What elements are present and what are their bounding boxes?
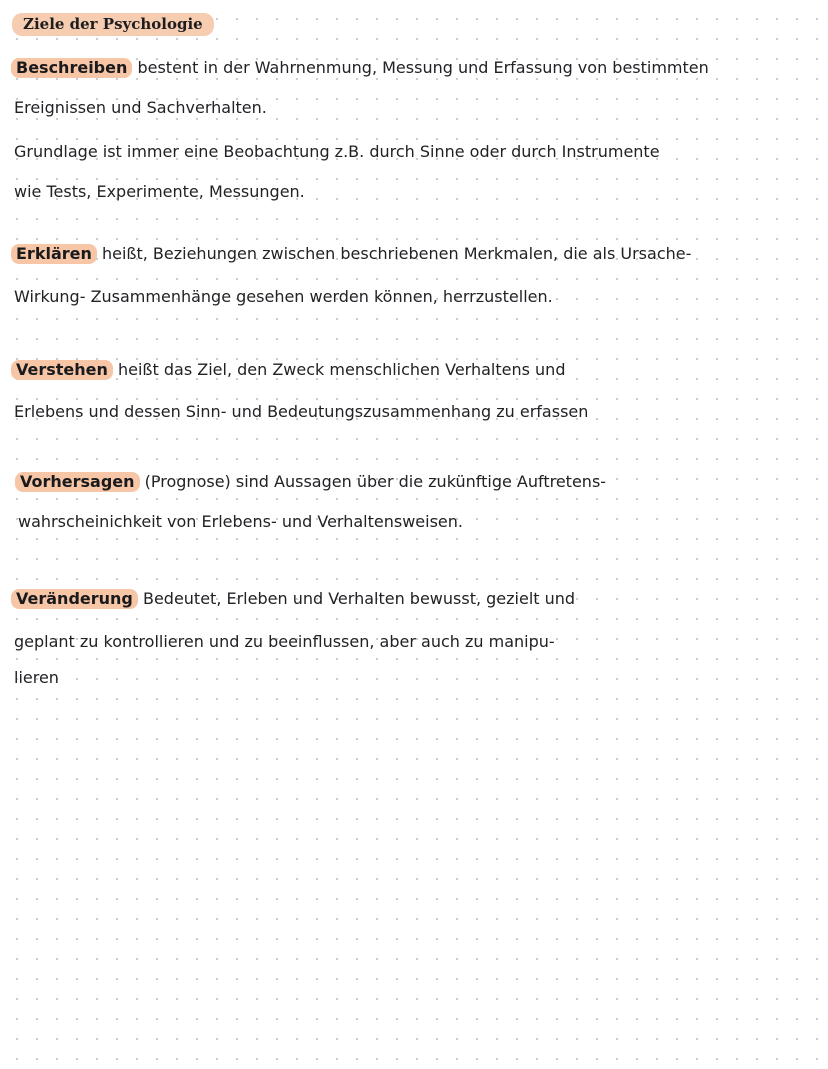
beschreiben-text-1: bestent in der Wahrnenmung, Messung und Erfassung von bestimmten: [137, 58, 709, 77]
veraenderung-line-3: [14, 666, 59, 690]
verstehen-text-2: Erlebens und dessen Sinn- und Bedeutungszusammenhang zu erfassen: [14, 402, 589, 421]
page-title: Ziele der Psychologie: [12, 13, 214, 36]
vorhersagen-line-2: [18, 510, 463, 534]
term-erklaeren: Erklären: [11, 244, 97, 264]
erklaeren-line-2: [14, 285, 553, 309]
verstehen-line-1: [14, 358, 565, 382]
erklaeren-text-1: heißt, Beziehungen zwischen beschriebenen Merkmalen, die als Ursache-: [101, 244, 692, 263]
verstehen-line-2: [14, 400, 588, 424]
veraenderung-line-2: [14, 630, 555, 654]
vorhersagen-line-1: [18, 470, 606, 494]
erklaeren-line-1: [14, 242, 691, 266]
beschreiben-line-3: [14, 140, 660, 164]
beschreiben-line-2: [14, 96, 267, 120]
term-beschreiben: Beschreiben: [11, 58, 132, 78]
beschreiben-line-4: [14, 180, 305, 204]
veraenderung-line-1: [14, 587, 575, 611]
term-verstehen: Verstehen: [11, 360, 113, 380]
vorhersagen-text-1: (Prognose) sind Aussagen über die zukünftige Auftretens-: [144, 472, 607, 491]
beschreiben-text-2: Ereignissen und Sachverhalten.: [14, 98, 267, 117]
beschreiben-text-4: wie Tests, Experimente, Messungen.: [14, 182, 305, 201]
erklaeren-text-2: Wirkung- Zusammenhänge gesehen werden können, herrzustellen.: [14, 287, 553, 306]
vorhersagen-text-2: wahrscheinichkeit von Erlebens- und Verhaltensweisen.: [18, 512, 463, 531]
veraenderung-text-1: Bedeutet, Erleben und Verhalten bewusst, gezielt und: [142, 589, 576, 608]
beschreiben-line-1: [14, 56, 709, 80]
verstehen-text-1: heißt das Ziel, den Zweck menschlichen Verhaltens und: [118, 360, 566, 379]
term-veraenderung: Veränderung: [11, 589, 138, 609]
beschreiben-text-3: Grundlage ist immer eine Beobachtung z.B. durch Sinne oder durch Instrumente: [14, 142, 660, 161]
veraenderung-text-3: lieren: [14, 668, 59, 687]
term-vorhersagen: Vorhersagen: [15, 472, 140, 492]
veraenderung-text-2: geplant zu kontrollieren und zu beeinflussen, aber auch zu manipu-: [14, 632, 555, 651]
